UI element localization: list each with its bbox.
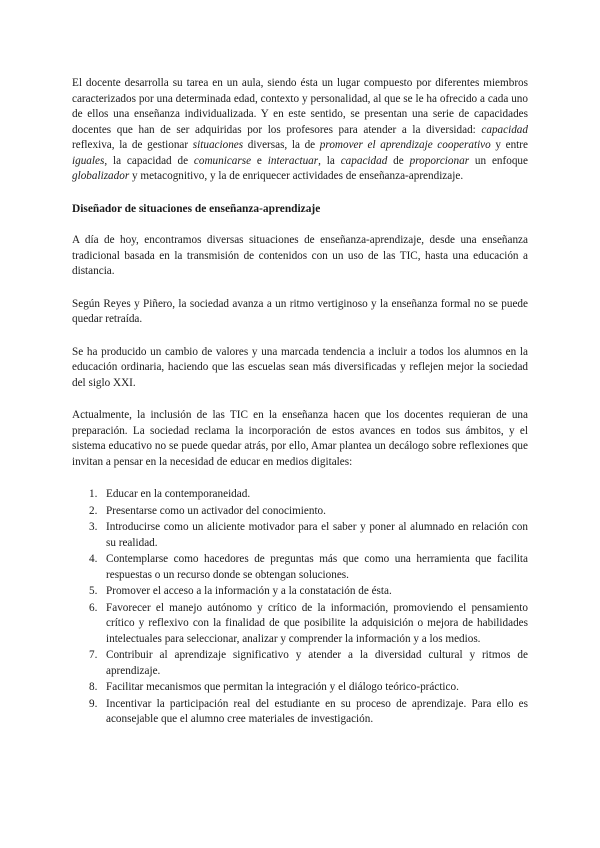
- intro-text-9: un enfoque: [469, 154, 528, 167]
- section-heading: Diseñador de situaciones de enseñanza-aprendizaje: [72, 202, 321, 215]
- intro-italic-7: capacidad: [340, 154, 388, 167]
- list-item-number: 8.: [89, 681, 98, 693]
- intro-italic-4: iguales: [72, 154, 105, 167]
- intro-italic-1: capacidad: [481, 123, 528, 136]
- paragraph-2: Según Reyes y Piñero, la sociedad avanza a un ritmo vertiginoso y la enseñanza formal no se puede quedar retraída.: [72, 297, 528, 325]
- list-item-number: 3.: [89, 521, 98, 533]
- document-page: [72, 76, 528, 729]
- list-item: [72, 552, 528, 583]
- intro-text-3: diversas, la de: [243, 139, 320, 151]
- intro-text-2: reflexiva, la de gestionar: [72, 139, 193, 151]
- intro-italic-8: proporcionar: [409, 154, 470, 167]
- list-item: [72, 584, 528, 600]
- list-item: [72, 520, 528, 551]
- intro-text-10: y metacognitivo, y la de enriquecer actividades de enseñanza-aprendizaje.: [129, 170, 464, 182]
- list-item-text: Introducirse como un aliciente motivador para el saber y poner al alumnado en relación con su realidad.: [106, 521, 528, 549]
- list-item-number: 5.: [89, 585, 98, 597]
- list-item-number: 9.: [89, 697, 98, 710]
- list-item-text: Contribuir al aprendizaje significativo y atender a la diversidad cultural y ritmos de aprendizaje.: [106, 649, 528, 677]
- list-item-text: Presentarse como un activador del conocimiento.: [106, 504, 326, 517]
- intro-text-4: y entre: [490, 139, 528, 151]
- list-item-text: Promover el acceso a la información y a la constatación de ésta.: [106, 585, 392, 597]
- list-item-number: 1.: [89, 488, 98, 500]
- intro-italic-2: situaciones: [192, 139, 244, 151]
- intro-text-8: de: [387, 154, 410, 167]
- list-item: [72, 697, 528, 728]
- list-item-number: 2.: [89, 504, 98, 517]
- intro-italic-3: promover el aprendizaje cooperativo: [319, 139, 491, 151]
- paragraph-3: Se ha producido un cambio de valores y una marcada tendencia a incluir a todos los alumnos en la educación ordinaria, haciendo que las escuelas sean más diversificadas y reflejen mejor la sociedad del siglo XXI.: [72, 345, 528, 389]
- list-item-text: Contemplarse como hacedores de preguntas más que como una herramienta que facilita respuestas o un recurso donde se obtengan soluciones.: [106, 553, 528, 581]
- list-item-text: Incentivar la participación real del estudiante en su proceso de aprendizaje. Para ello es aconsejable que el alumno cree materiales de investigación.: [106, 697, 528, 725]
- reflections-list: [72, 487, 528, 728]
- intro-text-5: , la capacidad de: [104, 154, 194, 167]
- list-item: [72, 487, 528, 503]
- list-item-number: 6.: [89, 601, 98, 614]
- list-item: [72, 601, 528, 648]
- intro-italic-6: interactuar: [267, 154, 319, 167]
- list-item: [72, 648, 528, 679]
- list-item-text: Favorecer el manejo autónomo y crítico de la información, promoviendo el pensamiento crítico y reflexivo con la finalidad de que posibilite la adquisición o mejora de habilidades intelectuales para seleccionar, analizar y comprender la información y a los medios.: [106, 601, 528, 645]
- paragraph-4: Actualmente, la inclusión de las TIC en la enseñanza hacen que los docentes requieran de una preparación. La sociedad reclama la incorporación de estos avances en todos sus ámbitos, y el sistema educativo no se puede quedar atrás, por ello, Amar plantea un decálogo sobre reflexiones que invitan a pensar en la necesidad de educar en medios digitales:: [72, 409, 528, 468]
- intro-text-6: e: [251, 154, 268, 167]
- list-item: [72, 504, 528, 520]
- intro-paragraph: [72, 76, 528, 185]
- list-item-number: 7.: [89, 649, 98, 661]
- intro-italic-5: comunicarse: [193, 154, 252, 167]
- list-item-text: Educar en la contemporaneidad.: [106, 488, 251, 500]
- intro-italic-9: globalizador: [72, 170, 130, 182]
- list-item-text: Facilitar mecanismos que permitan la integración y el diálogo teórico-práctico.: [106, 681, 459, 693]
- list-item-number: 4.: [89, 553, 98, 565]
- intro-text-7: , la: [318, 154, 341, 167]
- intro-text-1: El docente desarrolla su tarea en un aula, siendo ésta un lugar compuesto por diferentes miembros caracterizados por una determinada edad, contexto y personalidad, al que se le ha ofrecido a cada uno de ellos una enseñanza individualizada. Y en este sentido, se presentan una serie de capacidades docentes que han de ser adquiridas por los profesores para atender a la diversidad:: [72, 77, 528, 136]
- list-item: [72, 680, 528, 696]
- paragraph-1: A día de hoy, encontramos diversas situaciones de enseñanza-aprendizaje, desde una enseñanza tradicional basada en la transmisión de contenidos con un uso de las TIC, hasta una educación a distancia.: [72, 234, 528, 277]
